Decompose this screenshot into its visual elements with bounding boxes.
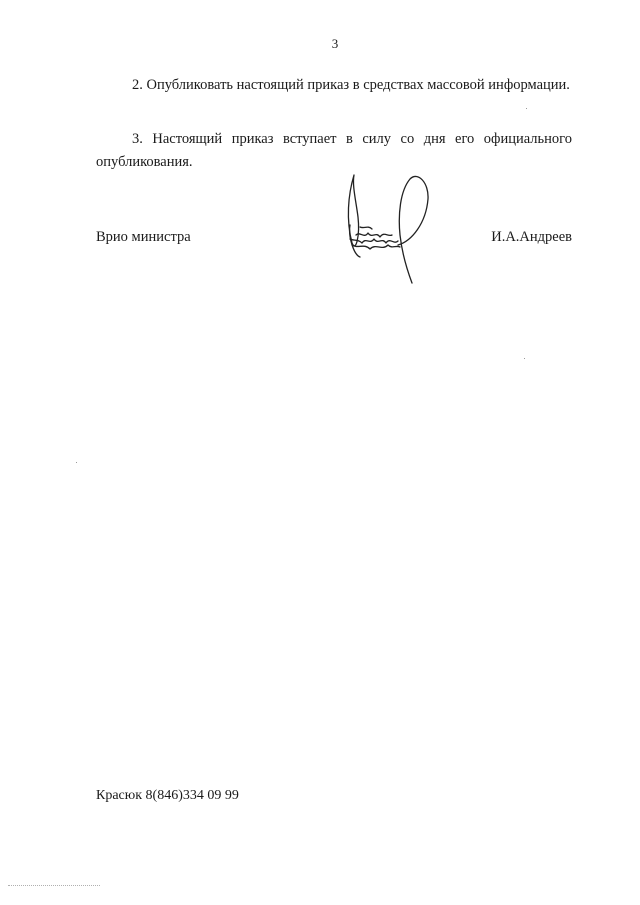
signatory-title: Врио министра: [96, 229, 191, 245]
paragraph-2: [96, 74, 572, 97]
handwritten-signature: [330, 165, 440, 295]
signatory-name: И.А.Андреев: [491, 229, 572, 245]
paragraph-text: Настоящий приказ вступает в силу со дня его официального опубликования.: [96, 131, 572, 170]
executor-contact: Красюк 8(846)334 09 99: [96, 788, 239, 803]
paragraph-number: 3.: [132, 131, 143, 147]
scan-speck: [526, 108, 527, 109]
page-number: 3: [331, 36, 339, 51]
scan-edge-dots: [8, 885, 100, 886]
paragraph-number: 2.: [132, 77, 143, 93]
scan-speck: [76, 462, 77, 463]
scan-speck: [524, 358, 525, 359]
paragraph-text: Опубликовать настоящий приказ в средствах массовой информации.: [146, 77, 570, 93]
